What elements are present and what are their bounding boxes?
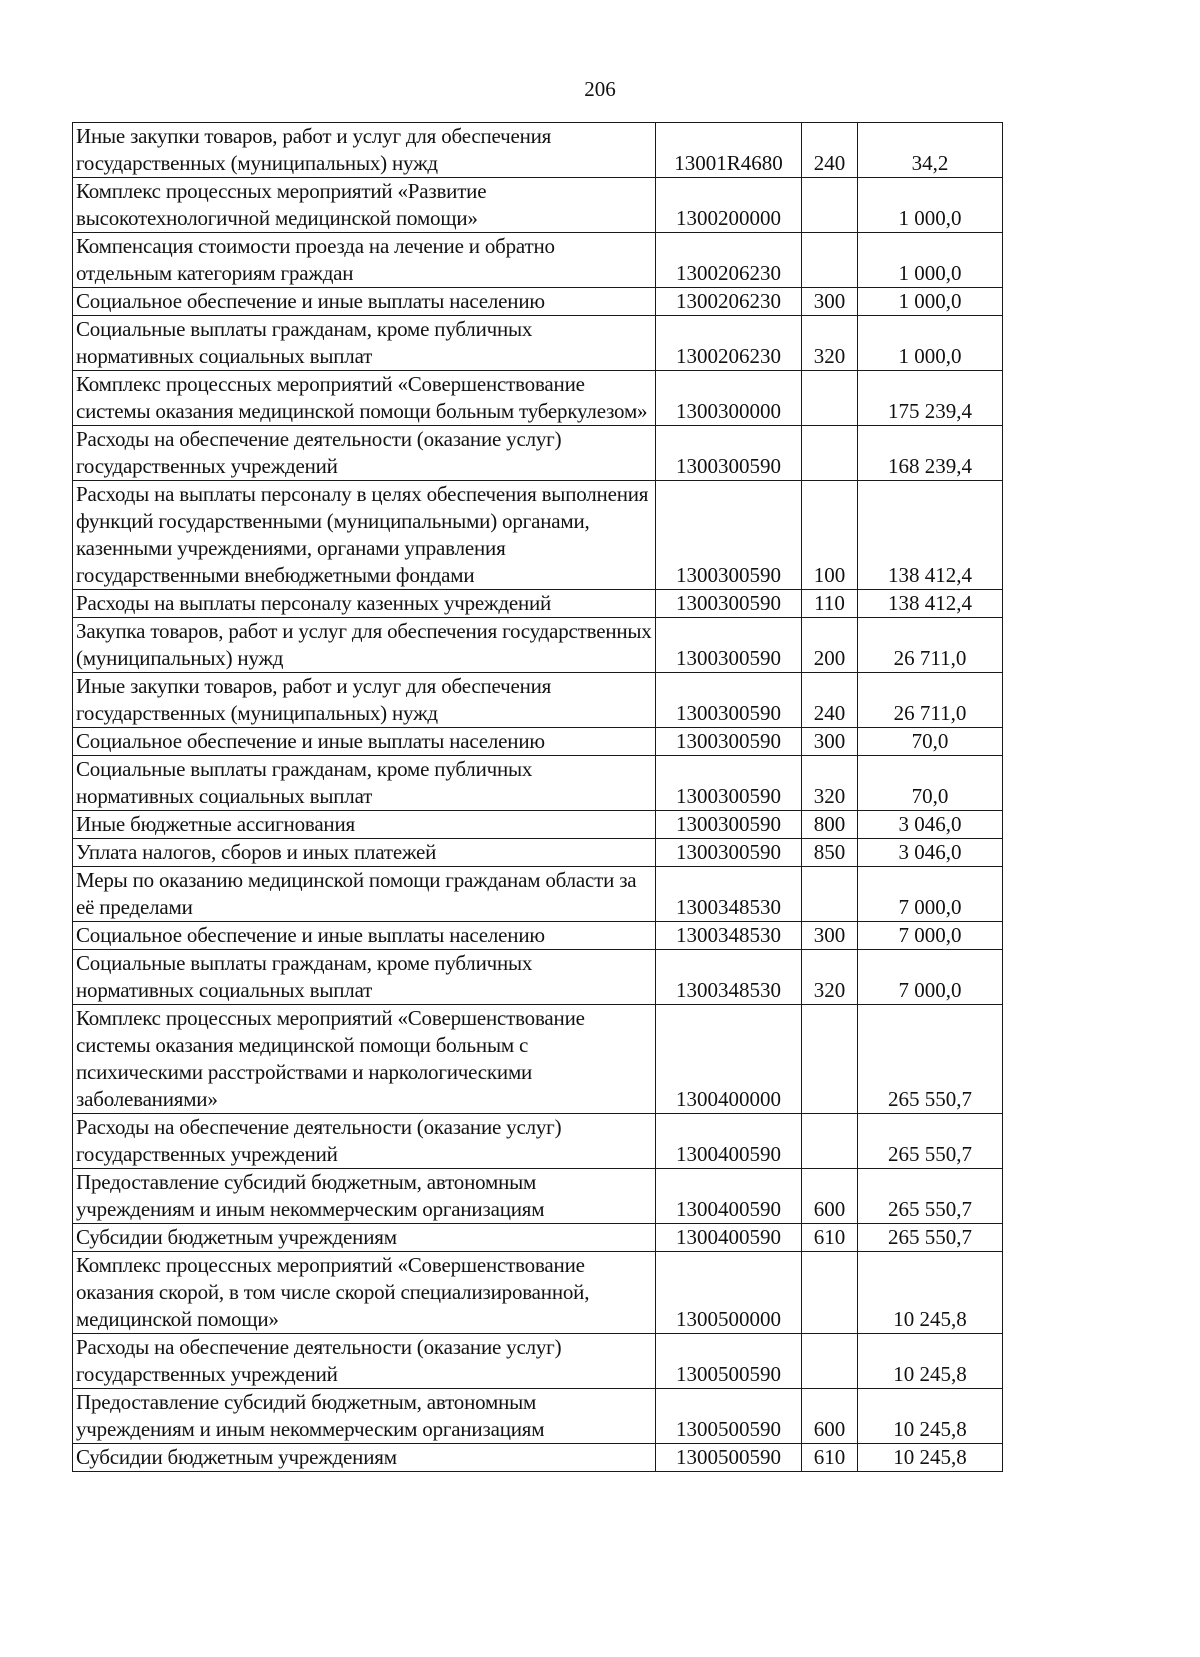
table-row bbox=[73, 233, 1003, 288]
row-expense-type-cell bbox=[802, 426, 858, 481]
row-amount-cell: 1 000,0 bbox=[858, 178, 1003, 233]
row-amount-cell: 265 550,7 bbox=[858, 1005, 1003, 1114]
row-code-cell: 1300300000 bbox=[656, 371, 802, 426]
row-code-cell: 1300200000 bbox=[656, 178, 802, 233]
row-name-cell: Социальное обеспечение и иные выплаты населению bbox=[73, 922, 656, 950]
row-code-cell: 1300300590 bbox=[656, 481, 802, 590]
row-expense-type-cell: 610 bbox=[802, 1444, 858, 1472]
row-name-cell: Комплекс процессных мероприятий «Развитие высокотехнологичной медицинской помощи» bbox=[73, 178, 656, 233]
row-code-cell: 1300348530 bbox=[656, 922, 802, 950]
row-name-cell: Расходы на обеспечение деятельности (оказание услуг) государственных учреждений bbox=[73, 426, 656, 481]
row-amount-cell: 26 711,0 bbox=[858, 673, 1003, 728]
row-expense-type-cell: 240 bbox=[802, 123, 858, 178]
row-name-cell: Расходы на выплаты персоналу казенных учреждений bbox=[73, 590, 656, 618]
row-amount-cell: 175 239,4 bbox=[858, 371, 1003, 426]
row-name-cell: Социальные выплаты гражданам, кроме публичных нормативных социальных выплат bbox=[73, 316, 656, 371]
row-code-cell: 1300300590 bbox=[656, 590, 802, 618]
row-expense-type-cell bbox=[802, 371, 858, 426]
row-amount-cell: 10 245,8 bbox=[858, 1334, 1003, 1389]
table-row bbox=[73, 1224, 1003, 1252]
table-row bbox=[73, 728, 1003, 756]
row-expense-type-cell: 850 bbox=[802, 839, 858, 867]
row-code-cell: 1300300590 bbox=[656, 673, 802, 728]
table-row bbox=[73, 867, 1003, 922]
row-name-cell: Расходы на обеспечение деятельности (оказание услуг) государственных учреждений bbox=[73, 1334, 656, 1389]
row-expense-type-cell: 320 bbox=[802, 756, 858, 811]
row-name-cell: Компенсация стоимости проезда на лечение и обратно отдельным категориям граждан bbox=[73, 233, 656, 288]
row-expense-type-cell bbox=[802, 178, 858, 233]
row-amount-cell: 26 711,0 bbox=[858, 618, 1003, 673]
row-code-cell: 1300348530 bbox=[656, 867, 802, 922]
row-expense-type-cell: 610 bbox=[802, 1224, 858, 1252]
row-amount-cell: 265 550,7 bbox=[858, 1224, 1003, 1252]
row-expense-type-cell: 800 bbox=[802, 811, 858, 839]
row-code-cell: 1300206230 bbox=[656, 233, 802, 288]
row-name-cell: Предоставление субсидий бюджетным, автономным учреждениям и иным некоммерческим организациям bbox=[73, 1389, 656, 1444]
row-code-cell: 1300500000 bbox=[656, 1252, 802, 1334]
row-amount-cell: 168 239,4 bbox=[858, 426, 1003, 481]
row-amount-cell: 1 000,0 bbox=[858, 288, 1003, 316]
table-row bbox=[73, 811, 1003, 839]
table-row bbox=[73, 1169, 1003, 1224]
row-name-cell: Социальные выплаты гражданам, кроме публичных нормативных социальных выплат bbox=[73, 950, 656, 1005]
table-row bbox=[73, 426, 1003, 481]
row-name-cell: Иные закупки товаров, работ и услуг для обеспечения государственных (муниципальных) нужд bbox=[73, 123, 656, 178]
row-code-cell: 1300300590 bbox=[656, 839, 802, 867]
row-expense-type-cell bbox=[802, 867, 858, 922]
row-expense-type-cell bbox=[802, 1252, 858, 1334]
row-expense-type-cell bbox=[802, 1114, 858, 1169]
table-row bbox=[73, 590, 1003, 618]
row-code-cell: 1300400000 bbox=[656, 1005, 802, 1114]
row-code-cell: 1300300590 bbox=[656, 728, 802, 756]
row-expense-type-cell bbox=[802, 233, 858, 288]
table-row bbox=[73, 756, 1003, 811]
table-row bbox=[73, 316, 1003, 371]
table-row bbox=[73, 1334, 1003, 1389]
row-expense-type-cell: 240 bbox=[802, 673, 858, 728]
row-code-cell: 1300500590 bbox=[656, 1334, 802, 1389]
table-row bbox=[73, 1252, 1003, 1334]
table-row bbox=[73, 950, 1003, 1005]
row-name-cell: Иные бюджетные ассигнования bbox=[73, 811, 656, 839]
row-name-cell: Расходы на выплаты персоналу в целях обеспечения выполнения функций государственными (муниципальными) органами, казенными учреждениями, органами управления государственными внебюджетными фондами bbox=[73, 481, 656, 590]
row-code-cell: 1300300590 bbox=[656, 811, 802, 839]
row-amount-cell: 1 000,0 bbox=[858, 316, 1003, 371]
row-name-cell: Субсидии бюджетным учреждениям bbox=[73, 1444, 656, 1472]
row-amount-cell: 7 000,0 bbox=[858, 867, 1003, 922]
page-number: 206 bbox=[584, 77, 616, 101]
row-expense-type-cell: 600 bbox=[802, 1169, 858, 1224]
row-code-cell: 1300400590 bbox=[656, 1224, 802, 1252]
row-name-cell: Меры по оказанию медицинской помощи гражданам области за её пределами bbox=[73, 867, 656, 922]
table-row bbox=[73, 288, 1003, 316]
row-amount-cell: 70,0 bbox=[858, 756, 1003, 811]
table-row bbox=[73, 839, 1003, 867]
row-expense-type-cell: 320 bbox=[802, 950, 858, 1005]
row-amount-cell: 10 245,8 bbox=[858, 1389, 1003, 1444]
row-name-cell: Закупка товаров, работ и услуг для обеспечения государственных (муниципальных) нужд bbox=[73, 618, 656, 673]
table-row bbox=[73, 371, 1003, 426]
row-expense-type-cell: 300 bbox=[802, 728, 858, 756]
table-row bbox=[73, 481, 1003, 590]
row-amount-cell: 34,2 bbox=[858, 123, 1003, 178]
row-code-cell: 13001R4680 bbox=[656, 123, 802, 178]
row-amount-cell: 10 245,8 bbox=[858, 1444, 1003, 1472]
table-row bbox=[73, 673, 1003, 728]
row-name-cell: Иные закупки товаров, работ и услуг для обеспечения государственных (муниципальных) нужд bbox=[73, 673, 656, 728]
row-name-cell: Уплата налогов, сборов и иных платежей bbox=[73, 839, 656, 867]
row-name-cell: Комплекс процессных мероприятий «Совершенствование оказания скорой, в том числе скорой специализированной, медицинской помощи» bbox=[73, 1252, 656, 1334]
row-code-cell: 1300400590 bbox=[656, 1169, 802, 1224]
table-row bbox=[73, 178, 1003, 233]
row-code-cell: 1300400590 bbox=[656, 1114, 802, 1169]
row-code-cell: 1300206230 bbox=[656, 288, 802, 316]
row-expense-type-cell: 320 bbox=[802, 316, 858, 371]
row-name-cell: Комплекс процессных мероприятий «Совершенствование системы оказания медицинской помощи больным с психическими расстройствами и наркологическими заболеваниями» bbox=[73, 1005, 656, 1114]
row-expense-type-cell: 200 bbox=[802, 618, 858, 673]
row-amount-cell: 138 412,4 bbox=[858, 481, 1003, 590]
row-amount-cell: 3 046,0 bbox=[858, 839, 1003, 867]
row-name-cell: Социальное обеспечение и иные выплаты населению bbox=[73, 288, 656, 316]
table-row bbox=[73, 922, 1003, 950]
row-code-cell: 1300500590 bbox=[656, 1444, 802, 1472]
row-amount-cell: 10 245,8 bbox=[858, 1252, 1003, 1334]
row-code-cell: 1300300590 bbox=[656, 426, 802, 481]
row-expense-type-cell: 300 bbox=[802, 288, 858, 316]
row-amount-cell: 70,0 bbox=[858, 728, 1003, 756]
row-expense-type-cell: 110 bbox=[802, 590, 858, 618]
row-amount-cell: 7 000,0 bbox=[858, 922, 1003, 950]
table-row bbox=[73, 618, 1003, 673]
table-row bbox=[73, 1114, 1003, 1169]
row-code-cell: 1300300590 bbox=[656, 756, 802, 811]
row-expense-type-cell: 600 bbox=[802, 1389, 858, 1444]
table-row bbox=[73, 123, 1003, 178]
row-name-cell: Расходы на обеспечение деятельности (оказание услуг) государственных учреждений bbox=[73, 1114, 656, 1169]
row-amount-cell: 1 000,0 bbox=[858, 233, 1003, 288]
row-amount-cell: 138 412,4 bbox=[858, 590, 1003, 618]
row-expense-type-cell: 100 bbox=[802, 481, 858, 590]
row-amount-cell: 265 550,7 bbox=[858, 1114, 1003, 1169]
row-amount-cell: 7 000,0 bbox=[858, 950, 1003, 1005]
row-expense-type-cell bbox=[802, 1334, 858, 1389]
table-row bbox=[73, 1005, 1003, 1114]
row-name-cell: Предоставление субсидий бюджетным, автономным учреждениям и иным некоммерческим организациям bbox=[73, 1169, 656, 1224]
row-code-cell: 1300500590 bbox=[656, 1389, 802, 1444]
row-amount-cell: 265 550,7 bbox=[858, 1169, 1003, 1224]
row-expense-type-cell bbox=[802, 1005, 858, 1114]
table-row bbox=[73, 1444, 1003, 1472]
row-code-cell: 1300300590 bbox=[656, 618, 802, 673]
budget-table bbox=[72, 122, 1003, 1472]
row-name-cell: Социальное обеспечение и иные выплаты населению bbox=[73, 728, 656, 756]
row-expense-type-cell: 300 bbox=[802, 922, 858, 950]
row-name-cell: Субсидии бюджетным учреждениям bbox=[73, 1224, 656, 1252]
row-code-cell: 1300348530 bbox=[656, 950, 802, 1005]
budget-table-body bbox=[73, 123, 1003, 1472]
row-name-cell: Социальные выплаты гражданам, кроме публичных нормативных социальных выплат bbox=[73, 756, 656, 811]
row-code-cell: 1300206230 bbox=[656, 316, 802, 371]
row-name-cell: Комплекс процессных мероприятий «Совершенствование системы оказания медицинской помощи больным туберкулезом» bbox=[73, 371, 656, 426]
table-row bbox=[73, 1389, 1003, 1444]
row-amount-cell: 3 046,0 bbox=[858, 811, 1003, 839]
